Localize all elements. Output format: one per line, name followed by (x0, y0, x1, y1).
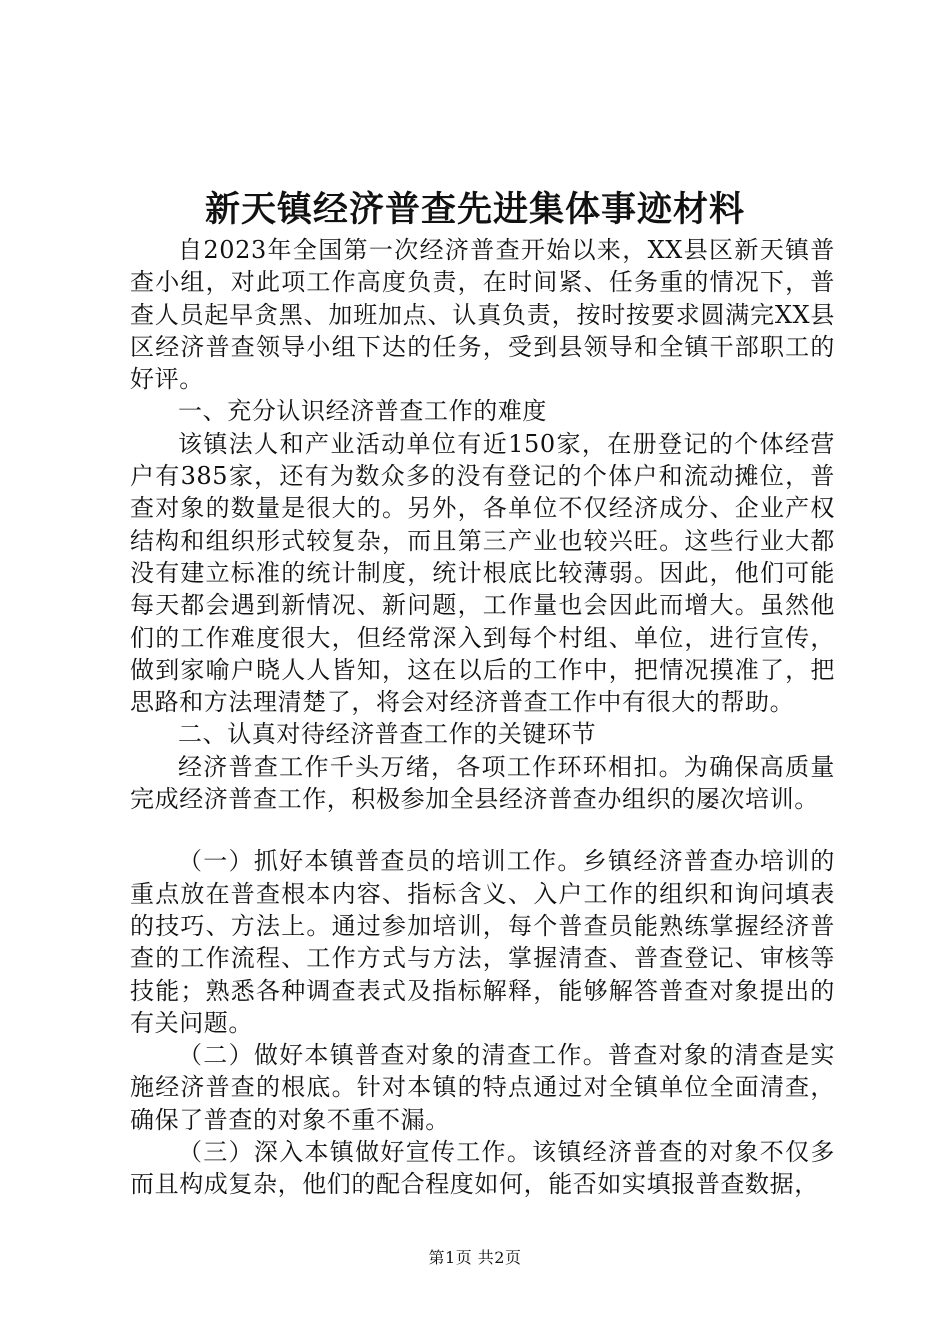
section-heading-1: 一、充分认识经济普查工作的难度 (178, 397, 547, 426)
section-heading-2: 二、认真对待经济普查工作的关键环节 (178, 720, 597, 749)
document-body (130, 234, 835, 1201)
subsection-3-paragraph: （三）深入本镇做好宣传工作。该镇经济普查的对象不仅多而且构成复杂，他们的配合程度如何，能否如实填报普查数据， (130, 1138, 835, 1199)
intro-paragraph: 自2023年全国第一次经济普查开始以来，XX县区新天镇普查小组，对此项工作高度负责，在时间紧、任务重的情况下，普查人员起早贪黑、加班加点、认真负责，按时按要求圆满完XX县区经济普查领导小组下达的任务，受到县领导和全镇干部职工的好评。 (130, 236, 835, 394)
subsection-2-paragraph: （二）做好本镇普查对象的清查工作。普查对象的清查是实施经济普查的根底。针对本镇的特点通过对全镇单位全面清查，确保了普查的对象不重不漏。 (130, 1041, 835, 1134)
document-title: 新天镇经济普查先进集体事迹材料 (204, 189, 745, 230)
section-1-paragraph: 该镇法人和产业活动单位有近150家，在册登记的个体经营户有385家，还有为数众多的没有登记的个体户和流动摊位，普查对象的数量是很大的。另外，各单位不仅经济成分、企业产权结构和组织形式较复杂，而且第三产业也较兴旺。这些行业大都没有建立标准的统计制度，统计根底比较薄弱。因此，他们可能每天都会遇到新情况、新问题，工作量也会因此而增大。虽然他们的工作难度很大，但经常深入到每个村组、单位，进行宣传，做到家喻户晓人人皆知，这在以后的工作中，把情况摸准了，把思路和方法理清楚了，将会对经济普查工作中有很大的帮助。 (130, 429, 835, 717)
section-2-paragraph: 经济普查工作千头万绪，各项工作环环相扣。为确保高质量完成经济普查工作，积极参加全县经济普查办组织的屡次培训。 (130, 752, 835, 814)
subsection-1-paragraph: （一）抓好本镇普查员的培训工作。乡镇经济普查办培训的重点放在普查根本内容、指标含义、入户工作的组织和询问填表的技巧、方法上。通过参加培训，每个普查员能熟练掌握经济普查的工作流程、工作方式与方法，掌握清查、普查登记、审核等技能；熟悉各种调查表式及指标解释，能够解答普查对象提出的有关问题。 (130, 847, 835, 1037)
page-number-footer: 第1页 共2页 (428, 1248, 522, 1267)
